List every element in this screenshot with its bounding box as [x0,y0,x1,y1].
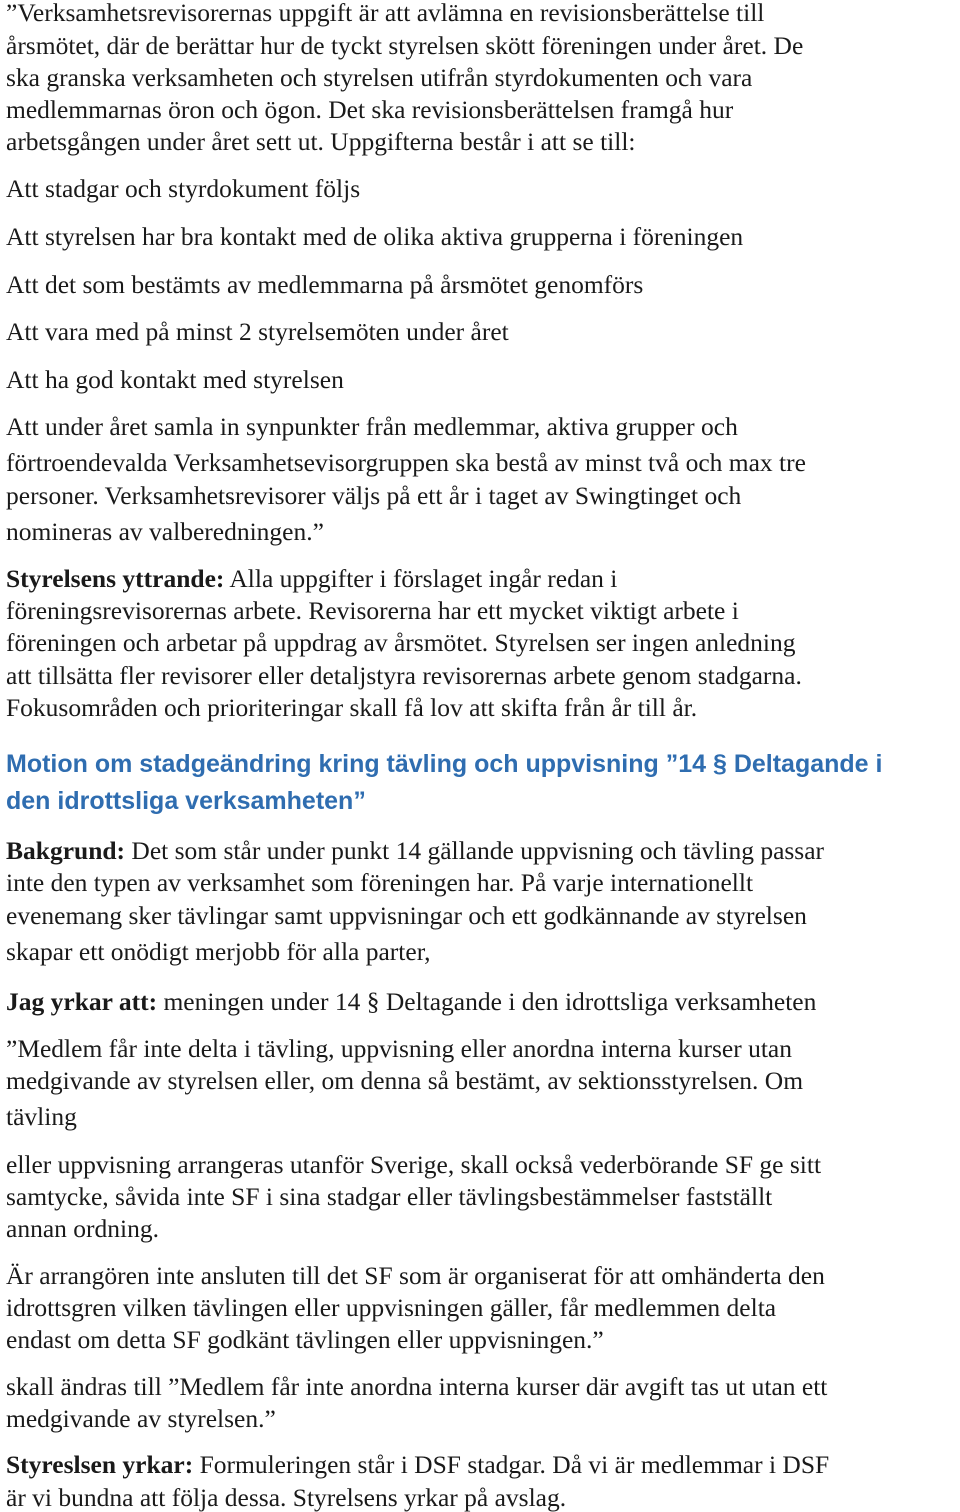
motion-heading: Motion om stadgeändring kring tävling och uppvisning ”14 § Deltagande i [6,750,883,778]
board-decision-text: Formuleringen står i DSF stadgar. Då vi är medlemmar i DSF [193,1450,830,1479]
board-decision-label: Styreslsen yrkar: [6,1450,194,1479]
quote-line: idrottsgren vilken tävlingen eller uppvisningen gäller, får medlemmen delta [6,1293,777,1322]
board-statement-line: Fokusområden och prioriteringar skall få lov att skifta från år till år. [6,693,698,722]
demand-line [6,989,816,1015]
quote-line: tävling [6,1102,77,1131]
intro-line: medlemmarnas öron och ögon. Det ska revisionsberättelsen framgå hur [6,95,734,124]
background-line: evenemang sker tävlingar samt uppvisningar och ett godkännande av styrelsen [6,901,807,930]
quote-line: eller uppvisning arrangeras utanför Sverige, skall också vederbörande SF ge sitt [6,1150,822,1179]
intro-line: årsmötet, där de berättar hur de tyckt styrelsen skött föreningen under året. De [6,31,804,60]
board-statement-line: föreningsrevisorernas arbete. Revisorerna har ett mycket viktigt arbete i [6,596,739,625]
quote-line: Är arrangören inte ansluten till det SF som är organiserat för att omhänderta den [6,1261,825,1290]
task-continuation: nomineras av valberedningen.” [6,517,324,546]
intro-line: ”Verksamhetsrevisorernas uppgift är att avlämna en revisionsberättelse till [6,0,765,27]
background-first-line [6,838,824,864]
task-continuation: förtroendevalda Verksamhetsevisorgruppen ska bestå av minst två och max tre [6,448,806,477]
task-item: Att stadgar och styrdokument följs [6,174,361,203]
background-line: skapar ett onödigt merjobb för alla parter, [6,937,431,966]
task-continuation: personer. Verksamhetsrevisorer väljs på ett år i taget av Swingtinget och [6,481,742,510]
quote-line: medgivande av styrelsen eller, om denna så bestämt, av sektionsstyrelsen. Om [6,1066,804,1095]
board-decision-line: är vi bundna att följa dessa. Styrelsens yrkar på avslag. [6,1483,567,1512]
board-statement-label: Styrelsens yttrande: [6,564,225,593]
intro-line: arbetsgången under året sett ut. Uppgifterna består i att se till: [6,127,636,156]
change-line: medgivande av styrelsen.” [6,1404,276,1433]
task-item: Att vara med på minst 2 styrelsemöten under året [6,317,509,346]
board-statement-text: Alla uppgifter i förslaget ingår redan i [224,564,618,593]
board-decision-first-line [6,1452,829,1478]
demand-label: Jag yrkar att: [6,987,158,1016]
quote-line: annan ordning. [6,1214,159,1243]
board-statement-line: att tillsätta fler revisorer eller detaljstyra revisorernas arbete genom stadgarna. [6,661,802,690]
quote-line: endast om detta SF godkänt tävlingen eller uppvisningen.” [6,1325,604,1354]
task-item: Att det som bestämts av medlemmarna på årsmötet genomförs [6,270,644,299]
intro-line: ska granska verksamheten och styrelsen utifrån styrdokumenten och vara [6,63,753,92]
task-item: Att styrelsen har bra kontakt med de olika aktiva grupperna i föreningen [6,222,744,251]
task-item: Att under året samla in synpunkter från medlemmar, aktiva grupper och [6,412,738,441]
motion-heading: den idrottsliga verksamheten” [6,787,366,815]
board-statement-first-line [6,566,617,592]
board-statement-line: föreningen och arbetar på uppdrag av årsmötet. Styrelsen ser ingen anledning [6,628,796,657]
task-item: Att ha god kontakt med styrelsen [6,365,344,394]
quote-line: samtycke, såvida inte SF i sina stadgar eller tävlingsbestämmelser fastställt [6,1182,773,1211]
background-text: Det som står under punkt 14 gällande uppvisning och tävling passar [125,836,825,865]
change-line: skall ändras till ”Medlem får inte anordna interna kurser där avgift tas ut utan ett [6,1372,828,1401]
quote-line: ”Medlem får inte delta i tävling, uppvisning eller anordna interna kurser utan [6,1034,792,1063]
demand-text: meningen under 14 § Deltagande i den idrottsliga verksamheten [157,987,817,1016]
background-label: Bakgrund: [6,836,126,865]
background-line: inte den typen av verksamhet som föreningen har. På varje internationellt [6,868,754,897]
